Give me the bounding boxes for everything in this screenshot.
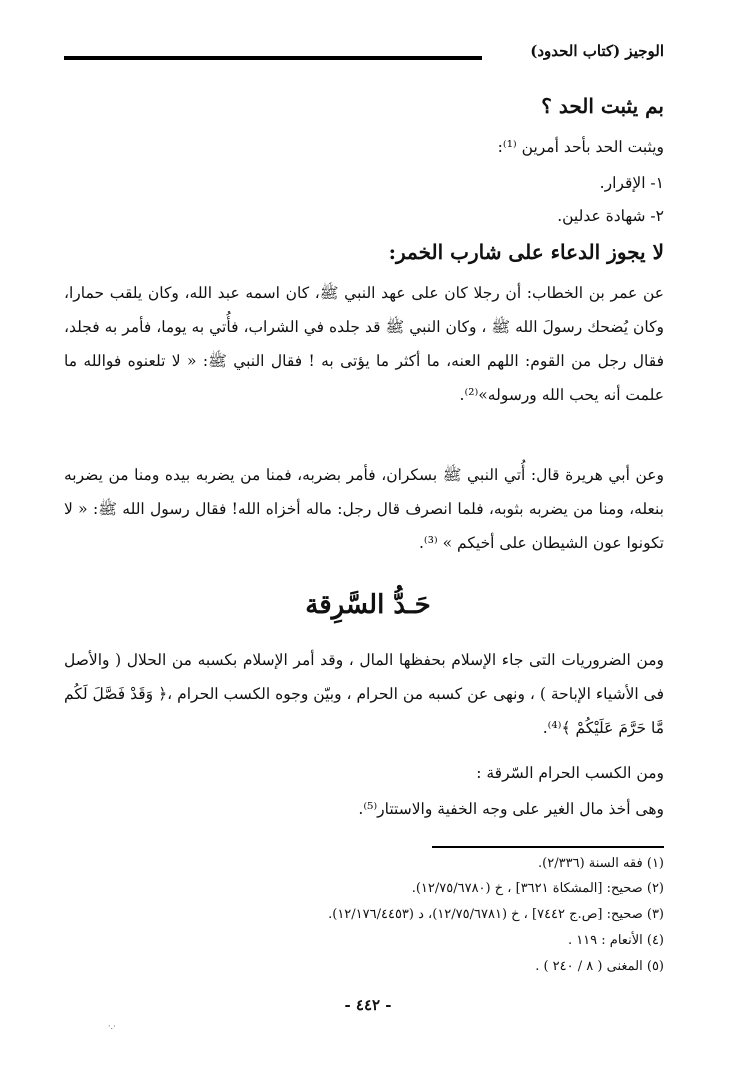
theft-line: ومن الكسب الحرام السّرقة : [476, 764, 664, 782]
footnote-1: (١) فقه السنة (٢/٣٣٦). [538, 856, 664, 871]
header-rule [64, 56, 482, 60]
page-number: - ٤٤٢ - [344, 996, 392, 1014]
theft-definition: وهى أخذ مال الغير على وجه الخفية والاستتار⁽⁵⁾. [358, 800, 664, 818]
section-heading-no-curse: لا يجوز الدعاء على شارب الخمر: [388, 240, 664, 264]
proof-item-1: ١- الإقرار. [599, 174, 664, 192]
section-heading-proof: بم يثبت الحد ؟ [541, 94, 664, 118]
footnote-3: (٣) صحيح: [ص.ج ٧٤٤٢] ، خ (١٢/٧٥/٦٧٨١)، د (١٢/١٧٦/٤٤٥٣). [328, 907, 664, 922]
section-title-theft: حَـدُّ السَّرِقة [305, 590, 431, 620]
proof-item-2: ٢- شهادة عدلين. [557, 207, 664, 225]
footnote-rule [432, 846, 664, 848]
footnote-4: (٤) الأنعام : ١١٩ . [567, 933, 664, 948]
hadith-abu-hurayra: وعن أبي هريرة قال: أُتي النبي ﷺ بسكران، فأمر بضربه، فمنا من يضربه بيده ومنا من يضربه بنعله، ومنا من يضربه بثوبه، فلما انصرف قال رجل: ماله أخزاه الله! فقال رسول الله ﷺ: « لا تكونوا عون الشيطان على أخيكم » ⁽³⁾. [64, 466, 664, 552]
scan-specks: ·.· [108, 1022, 116, 1031]
running-header [64, 42, 664, 74]
hadith-umar: عن عمر بن الخطاب: أن رجلا كان على عهد النبي ﷺ، كان اسمه عبد الله، وكان يلقب حمارا، وكان يُضحك رسولَ الله ﷺ ، وكان النبي ﷺ قد جلده في الشراب، فأُتي به يوما، فأمر به فجلد، فقال رجل من القوم: اللهم العنه، ما أكثر ما يؤتى به ! فقال النبي ﷺ: « لا تلعنوه فوالله ما علمت أنه يحب الله ورسوله»⁽²⁾. [64, 284, 664, 404]
footnote-5: (٥) المغنى ( ٨ / ٢٤٠ ) . [535, 959, 664, 974]
theft-intro: ومن الضروريات التى جاء الإسلام بحفظها المال ، وقد أمر الإسلام بكسبه من الحلال ( والأصل فى الأشياء الإباحة ) ، ونهى عن كسبه من الحرام ، وبيّن وجوه الكسب الحرام ،﴿ وَقَدْ فَصَّلَ لَكُم مَّا حَرَّمَ عَلَيْكُمْ ﴾⁽⁴⁾. [64, 651, 664, 737]
proof-intro: ويثبت الحد بأحد أمرين ⁽¹⁾: [497, 138, 664, 156]
footnote-2: (٢) صحيح: [المشكاة ٣٦٢١] ، خ (١٢/٧٥/٦٧٨٠). [411, 881, 664, 896]
header-title: الوجيز (كتاب الحدود) [530, 42, 664, 60]
